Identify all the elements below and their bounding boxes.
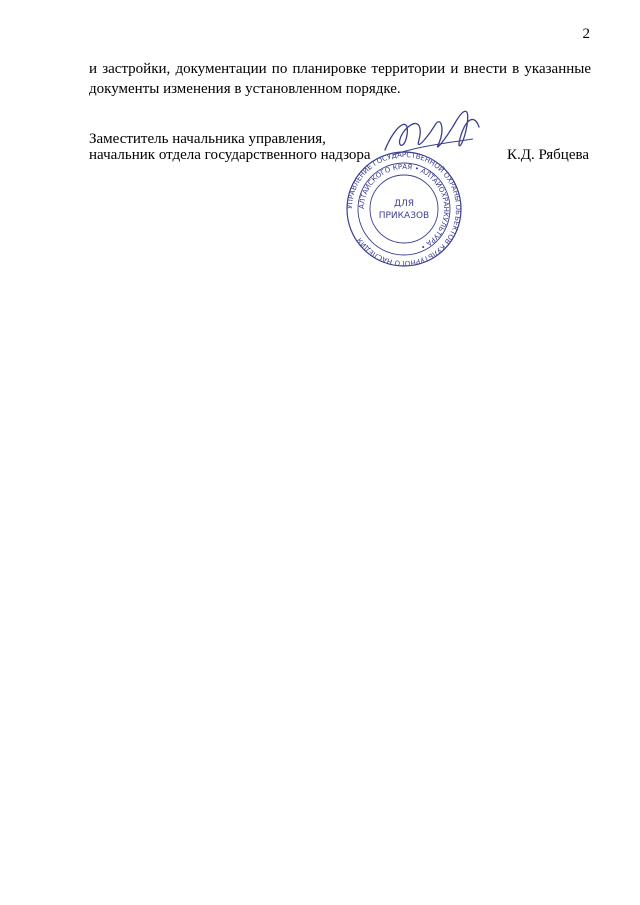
signatory-title-line-2: начальник отдела государственного надзора	[89, 147, 371, 163]
handwritten-signature	[375, 95, 485, 170]
body-line-2: документы изменения в установленном порядке.	[89, 81, 401, 97]
stamp-inner-textpath: АЛТАЙСКОГО КРАЯ • АЛТАЙОХРАНКУЛЬТУРА •	[357, 162, 451, 252]
signatory-name: К.Д. Рябцева	[507, 147, 590, 163]
signatory-title	[89, 131, 371, 163]
stamp-center-line-1: ДЛЯ	[393, 199, 415, 209]
stamp-center-line-2: ПРИКАЗОВ	[378, 211, 430, 221]
body-paragraph	[89, 59, 591, 99]
page-number: 2	[582, 26, 590, 42]
body-line-1: и застройки, документации по планировке территории и внести в указанные	[89, 61, 591, 77]
stamp-outer-textpath: УПРАВЛЕНИЕ ГОСУДАРСТВЕННОЙ ОХРАНЫ ОБЪЕКТОВ КУЛЬТУРНОГО НАСЛЕДИЯ	[345, 150, 463, 268]
signatory-title-line-1: Заместитель начальника управления,	[89, 131, 326, 147]
